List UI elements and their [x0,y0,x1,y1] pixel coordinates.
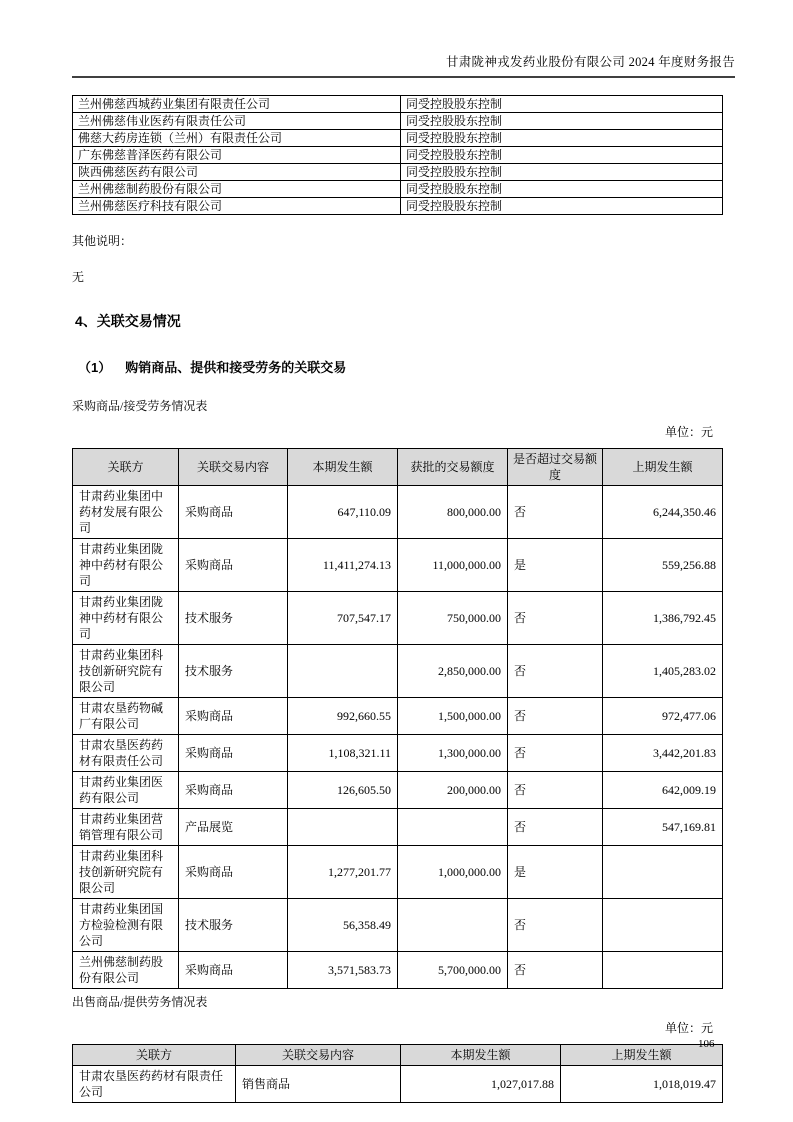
page-content [72,0,735,1103]
table-cell: 甘肃药业集团陇神中药材有限公司 [73,539,179,592]
table-row [73,181,723,198]
table-row [73,698,723,735]
table-cell: 200,000.00 [398,772,508,809]
table-cell: 采购商品 [179,539,288,592]
table-cell: 1,108,321.11 [288,735,398,772]
table-cell [288,809,398,846]
table-row [73,1066,723,1103]
purchase-table-unit: 单位：元 [664,425,713,439]
purchase-table [72,448,723,989]
table-cell: 陕西佛慈医药有限公司 [73,164,401,181]
table-cell: 兰州佛慈西城药业集团有限责任公司 [73,96,401,113]
table-cell: 甘肃农垦医药药材有限责任公司 [73,735,179,772]
table-cell: 否 [508,899,603,952]
table-cell: 同受控股股东控制 [401,96,723,113]
column-header: 本期发生额 [288,449,398,486]
table-header-row [73,449,723,486]
table-cell: 6,244,350.46 [603,486,723,539]
table-row [73,592,723,645]
table-cell: 是 [508,846,603,899]
sales-table [72,1044,723,1103]
table-cell: 采购商品 [179,486,288,539]
table-cell [288,645,398,698]
table-row [73,113,723,130]
table-cell: 11,000,000.00 [398,539,508,592]
table-cell: 兰州佛慈医疗科技有限公司 [73,198,401,215]
table-cell: 559,256.88 [603,539,723,592]
table-cell: 否 [508,809,603,846]
table-cell: 采购商品 [179,772,288,809]
table-cell: 否 [508,486,603,539]
table-row [73,486,723,539]
subsection-title: 购销商品、提供和接受劳务的关联交易 [125,360,347,375]
table-cell: 兰州佛慈制药股份有限公司 [73,181,401,198]
column-header: 获批的交易额度 [398,449,508,486]
table-row [73,899,723,952]
table-cell: 甘肃药业集团营销管理有限公司 [73,809,179,846]
doc-header-title: 甘肃陇神戎发药业股份有限公司 2024 年度财务报告 [445,55,735,69]
table-row [73,164,723,181]
table-cell: 否 [508,952,603,989]
table-cell: 同受控股股东控制 [401,181,723,198]
table-cell: 547,169.81 [603,809,723,846]
table-cell: 销售商品 [236,1066,401,1103]
column-header: 是否超过交易额度 [508,449,603,486]
table-cell: 3,571,583.73 [288,952,398,989]
table-cell: 技术服务 [179,645,288,698]
column-header: 关联交易内容 [236,1045,401,1066]
table-cell [398,899,508,952]
table-cell: 甘肃药业集团科技创新研究院有限公司 [73,645,179,698]
table-cell: 5,700,000.00 [398,952,508,989]
table-cell: 同受控股股东控制 [401,198,723,215]
table-cell: 采购商品 [179,698,288,735]
table-cell: 是 [508,539,603,592]
subsection-heading [78,357,735,376]
table-row [73,96,723,113]
table-cell: 3,442,201.83 [603,735,723,772]
sales-table-caption: 出售商品/提供劳务情况表 [72,995,208,1009]
table-cell: 642,009.19 [603,772,723,809]
table-cell: 1,018,019.47 [561,1066,723,1103]
table-cell: 800,000.00 [398,486,508,539]
table-cell: 56,358.49 [288,899,398,952]
table-cell: 992,660.55 [288,698,398,735]
table-cell: 同受控股股东控制 [401,130,723,147]
column-header: 关联方 [73,449,179,486]
table-cell: 采购商品 [179,846,288,899]
table-cell [603,899,723,952]
table-cell: 采购商品 [179,735,288,772]
table-row [73,645,723,698]
other-notes-value: 无 [72,270,85,284]
table-cell [603,952,723,989]
related-parties-table [72,95,723,215]
table-cell [603,846,723,899]
table-cell: 否 [508,645,603,698]
table-cell: 否 [508,592,603,645]
table-cell: 1,277,201.77 [288,846,398,899]
table-cell: 甘肃农垦药物碱厂有限公司 [73,698,179,735]
table-cell: 1,386,792.45 [603,592,723,645]
table-cell: 产品展览 [179,809,288,846]
column-header: 关联交易内容 [179,449,288,486]
table-cell: 同受控股股东控制 [401,164,723,181]
table-cell: 707,547.17 [288,592,398,645]
table-cell: 甘肃农垦医药药材有限责任公司 [73,1066,236,1103]
purchase-table-caption: 采购商品/接受劳务情况表 [72,399,208,413]
table-cell: 否 [508,772,603,809]
column-header: 上期发生额 [561,1045,723,1066]
table-cell: 972,477.06 [603,698,723,735]
table-cell: 采购商品 [179,952,288,989]
table-row [73,539,723,592]
table-row [73,809,723,846]
column-header: 上期发生额 [603,449,723,486]
table-row [73,846,723,899]
table-cell: 1,300,000.00 [398,735,508,772]
other-notes-label: 其他说明： [72,234,133,248]
table-cell: 甘肃药业集团医药有限公司 [73,772,179,809]
table-cell: 1,027,017.88 [401,1066,561,1103]
table-row [73,130,723,147]
table-cell: 否 [508,735,603,772]
table-cell: 同受控股股东控制 [401,147,723,164]
table-row [73,198,723,215]
section-heading: 4、关联交易情况 [75,313,181,329]
subsection-number: （1） [78,360,112,375]
table-cell: 1,405,283.02 [603,645,723,698]
table-cell: 广东佛慈普泽医药有限公司 [73,147,401,164]
table-cell: 1,000,000.00 [398,846,508,899]
table-cell: 647,110.09 [288,486,398,539]
column-header: 关联方 [73,1045,236,1066]
table-row [73,735,723,772]
table-cell: 甘肃药业集团科技创新研究院有限公司 [73,846,179,899]
table-cell: 11,411,274.13 [288,539,398,592]
table-cell: 技术服务 [179,899,288,952]
table-cell: 126,605.50 [288,772,398,809]
table-header-row [73,1045,723,1066]
table-cell: 750,000.00 [398,592,508,645]
table-cell: 技术服务 [179,592,288,645]
table-cell: 甘肃药业集团中药材发展有限公司 [73,486,179,539]
table-row [73,772,723,809]
table-cell: 佛慈大药房连锁（兰州）有限责任公司 [73,130,401,147]
table-cell: 甘肃药业集团国方检验检测有限公司 [73,899,179,952]
table-cell: 否 [508,698,603,735]
page-number: 106 [698,1038,715,1050]
table-cell: 甘肃药业集团陇神中药材有限公司 [73,592,179,645]
table-cell: 兰州佛慈伟业医药有限责任公司 [73,113,401,130]
table-cell: 1,500,000.00 [398,698,508,735]
table-cell [398,809,508,846]
table-cell: 同受控股股东控制 [401,113,723,130]
table-row [73,147,723,164]
doc-header [72,0,735,78]
sales-table-unit: 单位：元 [664,1021,713,1035]
column-header: 本期发生额 [401,1045,561,1066]
table-cell: 兰州佛慈制药股份有限公司 [73,952,179,989]
table-cell: 2,850,000.00 [398,645,508,698]
table-row [73,952,723,989]
